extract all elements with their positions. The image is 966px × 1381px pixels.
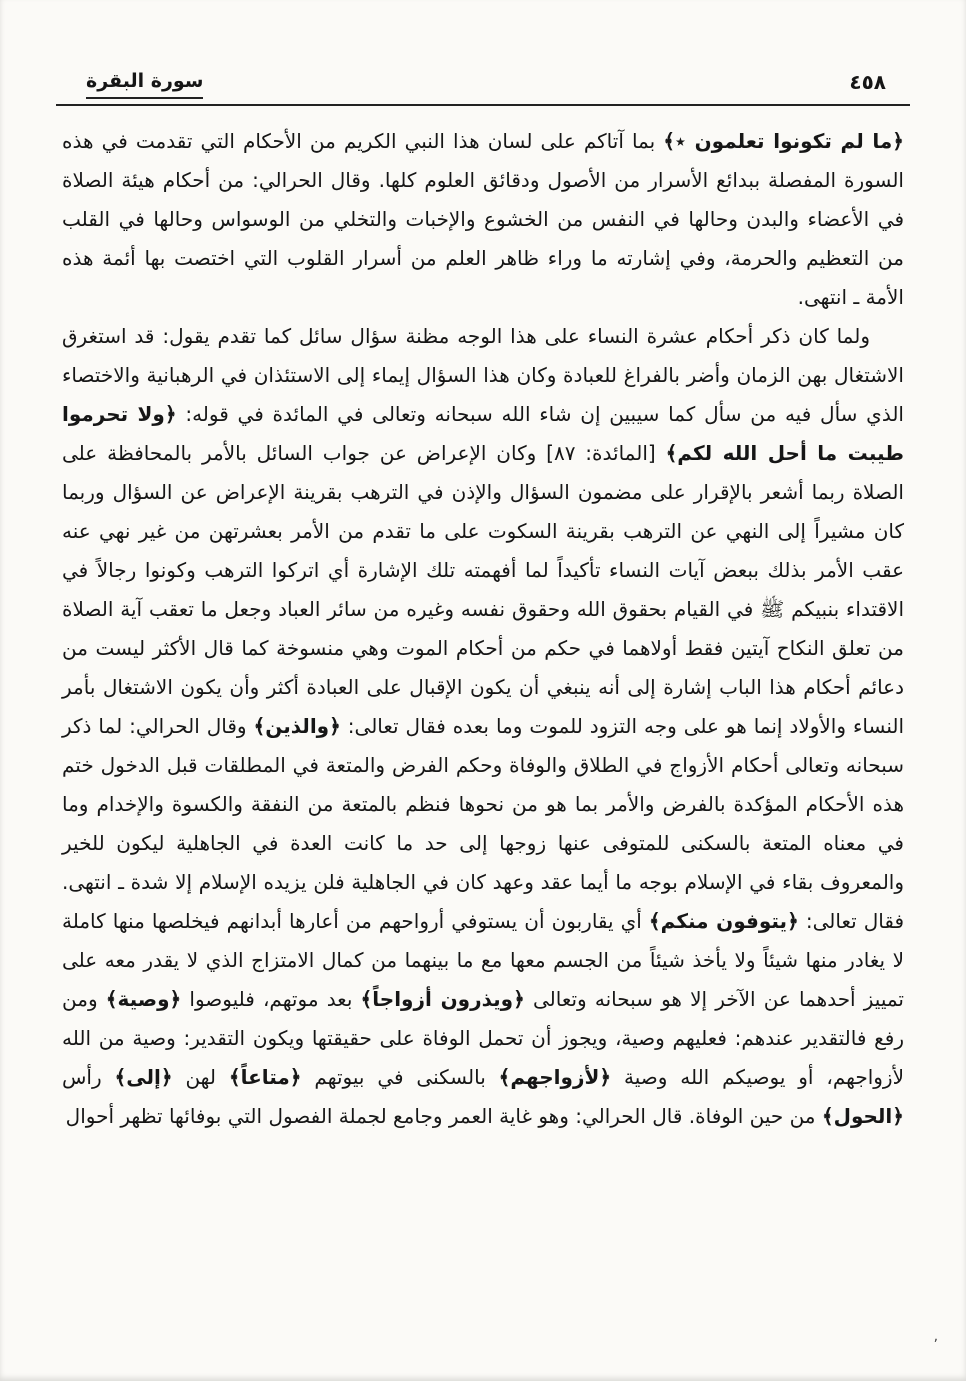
quran-quote: ﴿ولا تحرموا طيبت ما أحل الله لكم﴾ [62, 402, 904, 465]
quran-quote: ﴿يتوفون منكم﴾ [648, 909, 799, 933]
text-segment: أي يقاربون أن يستوفي أرواحهم من أعارها أبدانهم فيخلصها منها كاملة لا يغادر منها شيئاً ولا يأخذ شيئاً من الجسم معها مع ما بينهما من كمال الامتزاج الذي لا يقدر معه على تمييز أحدهما عن الآخر إلا هو سبحانه وتعالى [62, 909, 904, 1011]
quran-quote: ﴿وصية﴾ [105, 987, 182, 1011]
quran-quote: ﴿ويذرون أزواجاً﴾ [360, 987, 525, 1011]
text-segment: رأس [62, 1065, 115, 1089]
footer-mark: ٬ [933, 1337, 938, 1353]
quran-quote: ﴿متاعاً﴾ [228, 1065, 302, 1089]
text-segment: ولما كان ذكر أحكام عشرة النساء على هذا الوجه مظنة سؤال سائل كما تقدم يقول: قد استغرق الاشتغال بهن الزمان وأضر بالفراغ للعبادة وكان هذا السؤال إيماء إلى الاستئذان في الرهبانية والاختصاء الذي سأل فيه من سأل كما سيبين إن شاء الله سبحانه وتعالى في المائدة في قوله: [62, 324, 904, 426]
quran-quote: ﴿إلى﴾ [114, 1065, 173, 1089]
text-segment: ومن رفع فالتقدير عندهم: فعليهم وصية، ويجوز أن تحمل الوفاة على حقيقتها ويكون التقدير: وصية من الله لأزواجهم، أو يوصيكم الله وصية [62, 987, 904, 1089]
quran-quote: ﴿ما لم تكونوا تعلمون ٭﴾ [663, 129, 905, 153]
text-segment: [المائدة: ٨٧] وكان الإعراض عن جواب السائل بالأمر بالمحافظة على الصلاة ربما أشعر بالإقرار على مضمون السؤال والإذن في الترهب بقرينة الإعراض عن السؤال وربما كان مشيراً إلى النهي عن الترهب بقرينة السكوت على ما تقدم من الأمر بعشرتهن من غير نهي عنه عقب الأمر بذلك ببعض آيات النساء تأكيداً لما أفهمته تلك الإشارة أي اتركوا الترهب وكونوا رجالاً في الاقتداء بنبيكم ﷺ في القيام بحقوق الله وحقوق نفسه وغيره من سائر العباد وجعل ما تعقب آية الصلاة من تعلق النكاح آيتين فقط أولاهما في حكم من أحكام الموت وهي منسوخة كما قال الأكثر ليست من دعائم أحكام هذا الباب إشارة إلى أنه ينبغي أن يكون الإقبال على العبادة أكثر وأن يكون الاشتغال بأمر النساء والأولاد إنما هو على وجه التزود للموت وما بعده فقال تعالى: [62, 441, 905, 738]
text-segment: وقال الحرالي: لما ذكر سبحانه وتعالى أحكام الأزواج في الطلاق والوفاة وحكم الفرض والمتعة في المطلقات قبل الدخول ختم هذه الأحكام المؤكدة بالفرض والأمر بما هو من نحوها فنظم بالمتعة من النفقة والكسوة والإخدام وما في معناه المتعة بالسكنى للمتوفى عنها زوجها إلى حد ما كانت العدة في الجاهلية ليكون للخير والمعروف بقاء في الإسلام بوجه ما أيما عقد وعهد كان في الجاهلية فلن يزيده الإسلام إلا شدة ـ انتهى. فقال تعالى: [62, 714, 904, 933]
quran-quote: ﴿والذين﴾ [253, 714, 341, 738]
quran-quote: ﴿لأزواجهم﴾ [498, 1065, 612, 1089]
page-header [58, 70, 908, 102]
text-segment: من حين الوفاة. قال الحرالي: وهو غاية العمر وجامع لجملة الفصول التي بوفائها تظهر أحوال [65, 1104, 822, 1128]
page-number: ٤٥٨ [849, 70, 886, 94]
text-segment: بالسكنى في بيوتهم [301, 1065, 499, 1089]
quran-quote: ﴿الحول﴾ [821, 1104, 904, 1128]
text-segment: بما آتاكم على لسان هذا النبي الكريم من الأحكام التي تقدمت في هذه السورة المفصلة ببدائع الأسرار من الأصول ودقائق العلوم كلها. وقال الحرالي: من أحكام هيئة الصلاة في الأعضاء والبدن وحالها في النفس من الخشوع والإخبات والتخلي من الوسواس وحالها في القلب من التعظيم والحرمة، وفي إشارته ما وراء ظاهر العلم من أسرار القلوب التي اختصت بها أئمة هذه الأمة ـ انتهى. [62, 129, 904, 309]
paragraph [62, 122, 904, 317]
body-text [62, 122, 904, 1136]
surah-title: سورة البقرة [86, 70, 203, 99]
header-rule [56, 104, 910, 106]
text-segment: بعد موتهم، فليوصوا [181, 987, 361, 1011]
text-segment: لهن [172, 1065, 229, 1089]
paragraph [62, 317, 904, 1136]
